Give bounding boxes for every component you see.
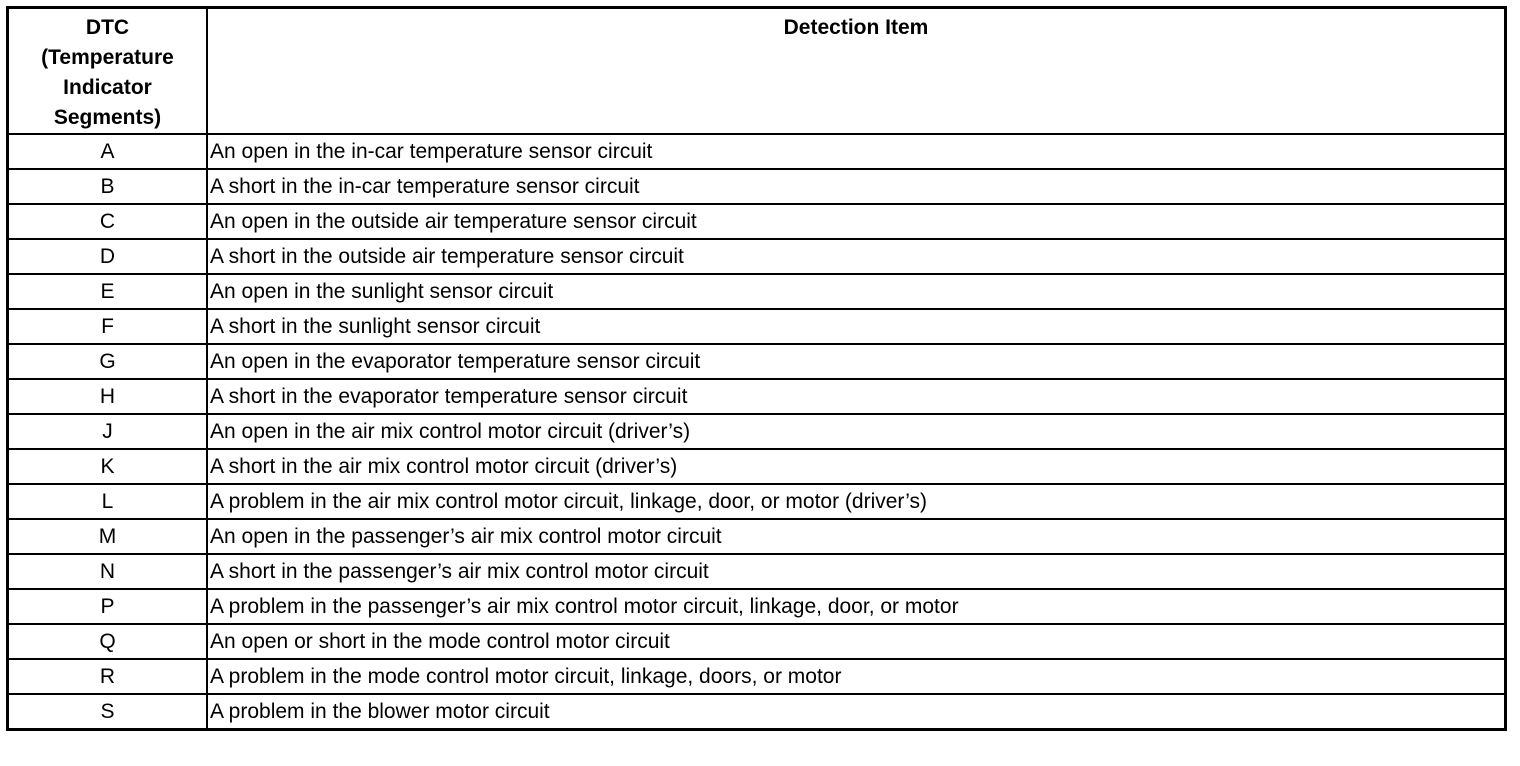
dtc-code-cell: K (8, 449, 208, 484)
detection-item-cell: An open in the evaporator temperature sensor circuit (207, 344, 1506, 379)
dtc-code-cell: M (8, 519, 208, 554)
table-row (8, 309, 1506, 344)
detection-item-cell: A problem in the mode control motor circuit, linkage, doors, or motor (207, 659, 1506, 694)
table-row (8, 134, 1506, 169)
detection-item-cell: A problem in the air mix control motor circuit, linkage, door, or motor (driver’s) (207, 484, 1506, 519)
dtc-code-cell: B (8, 169, 208, 204)
detection-item-cell: A problem in the blower motor circuit (207, 694, 1506, 730)
table-row (8, 519, 1506, 554)
detection-item-cell: An open in the passenger’s air mix control motor circuit (207, 519, 1506, 554)
dtc-table (6, 6, 1507, 731)
detection-item-cell: An open in the air mix control motor circuit (driver’s) (207, 414, 1506, 449)
dtc-code-cell: J (8, 414, 208, 449)
dtc-code-cell: Q (8, 624, 208, 659)
table-row (8, 239, 1506, 274)
detection-item-cell: A problem in the passenger’s air mix control motor circuit, linkage, door, or motor (207, 589, 1506, 624)
table-row (8, 344, 1506, 379)
table-row (8, 659, 1506, 694)
detection-item-cell: A short in the passenger’s air mix control motor circuit (207, 554, 1506, 589)
header-row (8, 8, 1506, 135)
dtc-header-line: (Temperature (41, 46, 174, 69)
table-body (8, 134, 1506, 730)
dtc-header-line: Indicator (63, 76, 152, 99)
dtc-header-line: Segments) (53, 106, 162, 129)
table-row (8, 414, 1506, 449)
dtc-code-cell: H (8, 379, 208, 414)
detection-item-cell: An open in the in-car temperature sensor circuit (207, 134, 1506, 169)
table-row (8, 484, 1506, 519)
table-row (8, 554, 1506, 589)
dtc-code-cell: N (8, 554, 208, 589)
detection-item-column-header: Detection Item (207, 8, 1506, 135)
detection-item-cell: A short in the in-car temperature sensor circuit (207, 169, 1506, 204)
table-row (8, 379, 1506, 414)
detection-item-cell: An open in the outside air temperature sensor circuit (207, 204, 1506, 239)
detection-item-cell: A short in the sunlight sensor circuit (207, 309, 1506, 344)
detection-item-cell: A short in the air mix control motor circuit (driver’s) (207, 449, 1506, 484)
detection-item-cell: An open or short in the mode control motor circuit (207, 624, 1506, 659)
detection-item-cell: An open in the sunlight sensor circuit (207, 274, 1506, 309)
dtc-code-cell: P (8, 589, 208, 624)
dtc-code-cell: E (8, 274, 208, 309)
dtc-code-cell: S (8, 694, 208, 730)
dtc-code-cell: A (8, 134, 208, 169)
dtc-code-cell: C (8, 204, 208, 239)
table-header (8, 8, 1506, 135)
dtc-code-cell: R (8, 659, 208, 694)
table-row (8, 274, 1506, 309)
dtc-code-cell: G (8, 344, 208, 379)
table-row (8, 624, 1506, 659)
table-row (8, 589, 1506, 624)
dtc-column-header (8, 8, 208, 135)
table-row (8, 169, 1506, 204)
detection-item-cell: A short in the evaporator temperature sensor circuit (207, 379, 1506, 414)
dtc-code-cell: D (8, 239, 208, 274)
table-row (8, 449, 1506, 484)
table-row (8, 204, 1506, 239)
dtc-code-cell: F (8, 309, 208, 344)
detection-item-cell: A short in the outside air temperature sensor circuit (207, 239, 1506, 274)
dtc-code-cell: L (8, 484, 208, 519)
dtc-header-line: DTC (85, 16, 130, 39)
table-row (8, 694, 1506, 730)
